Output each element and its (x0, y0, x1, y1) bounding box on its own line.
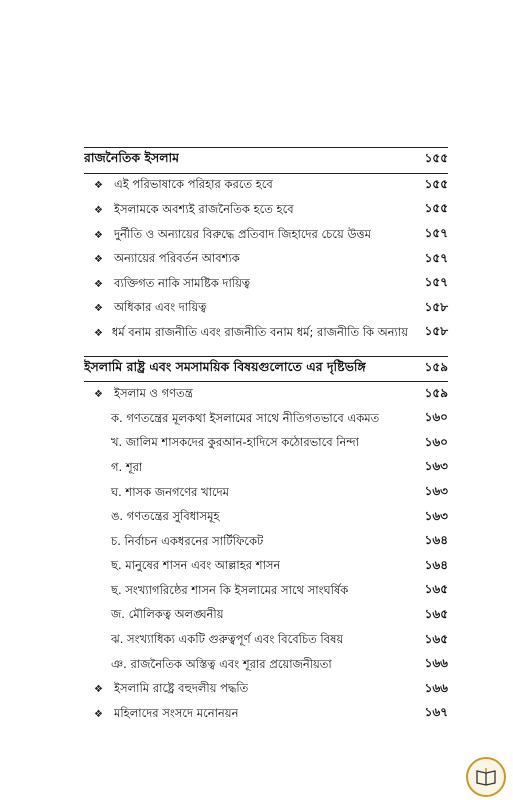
toc-page-number: ১৫৫ (424, 201, 448, 216)
toc-subentry[interactable] (84, 653, 448, 678)
toc-entry[interactable] (84, 677, 448, 702)
toc-entry[interactable] (84, 223, 448, 248)
toc-page-number: ১৬৩ (424, 508, 448, 523)
toc-entry-label: ধর্ম বনাম রাজনীতি এবং রাজনীতি বনাম ধর্ম; রাজনীতি কি অন্যায় (111, 324, 408, 339)
toc-entry-label: দুর্নীতি ও অন্যায়ের বিরুদ্ধে প্রতিবাদ জিহাদের চেয়ে উত্তম (114, 226, 372, 241)
toc-section-title: ইসলামি রাষ্ট্র এবং সমসাময়িক বিষয়গুলোতে এর দৃষ্টিভঙ্গি (84, 359, 366, 375)
toc-page-number: ১৬৭ (424, 705, 448, 720)
toc-entry-label: ইসলাম ও গণতন্ত্র (114, 386, 193, 401)
toc-entry[interactable] (84, 321, 448, 346)
toc-page-number: ১৬৫ (424, 631, 448, 646)
toc-entry[interactable] (84, 382, 448, 407)
toc-page-number: ১৫৯ (424, 385, 448, 400)
diamond-bullet-icon: ❖ (94, 389, 103, 401)
toc-page-number: ১৫৭ (424, 250, 448, 265)
toc-page-number: ১৬০ (424, 434, 448, 449)
toc-subentry[interactable] (84, 505, 448, 530)
toc-page-number: ১৬৬ (424, 680, 448, 695)
toc-entry-label: মহিলাদের সংসদে মনোনয়ন (114, 705, 239, 720)
diamond-bullet-icon: ❖ (94, 254, 103, 266)
toc-subentry-label: খ. জালিম শাসকদের কুরআন-হাদিসে কঠোরভাবে নিন্দা (111, 435, 359, 450)
toc-page-number: ১৬৬ (424, 656, 448, 671)
toc-page-number: ১৬৪ (424, 533, 448, 548)
toc-page-number: ১৫৮ (424, 299, 448, 314)
toc-entry-label: অন্যায়ের পরিবর্তন আবশ্যক (114, 251, 240, 266)
publisher-logo-icon (466, 757, 506, 797)
toc-entry[interactable] (84, 702, 448, 727)
toc-section-heading[interactable] (84, 356, 448, 383)
diamond-bullet-icon: ❖ (94, 708, 103, 720)
toc-entry[interactable] (84, 247, 448, 272)
toc-entry-label: ব্যক্তিগত নাকি সামষ্টিক দায়িত্ব (114, 275, 251, 290)
toc-subentry-label: গ. শূরা (111, 459, 143, 474)
toc-entry[interactable] (84, 174, 448, 199)
toc-entry-label: এই পরিভাষাকে পরিহার করতে হবে (114, 177, 273, 192)
toc-page-number: ১৬৫ (424, 606, 448, 621)
diamond-bullet-icon: ❖ (94, 278, 103, 290)
toc-page-number: ১৬৩ (424, 459, 448, 474)
toc-entry-label: ইসলামি রাষ্ট্রে বহুদলীয় পদ্ধতি (114, 681, 249, 696)
toc-section-title: রাজনৈতিক ইসলাম (84, 150, 180, 166)
diamond-bullet-icon: ❖ (94, 204, 103, 216)
toc-section-heading[interactable] (84, 147, 448, 174)
toc-subentry-label: ঙ. গণতন্ত্রের সুবিধাসমূহ (111, 509, 220, 524)
diamond-bullet-icon: ❖ (94, 684, 103, 696)
diamond-bullet-icon: ❖ (94, 303, 103, 315)
toc-subentry[interactable] (84, 579, 448, 604)
toc-subentry-label: ক. গণতন্ত্রের মূলকথা ইসলামের সাথে নীতিগতভাবে একমত (111, 410, 380, 425)
toc-page-number: ১৬০ (424, 410, 448, 425)
diamond-bullet-icon: ❖ (94, 229, 103, 241)
toc-entry[interactable] (84, 297, 448, 322)
toc-entry-label: অধিকার এবং দায়িত্ব (114, 300, 207, 315)
toc-page-number: ১৫৯ (424, 360, 448, 375)
toc-page-number: ১৫৭ (424, 275, 448, 290)
toc-page-number: ১৬৩ (424, 484, 448, 499)
toc-subentry-label: জ. মৌলিকত্ব অলঙ্ঘনীয় (111, 607, 224, 622)
toc-subentry[interactable] (84, 456, 448, 481)
toc-entry[interactable] (84, 272, 448, 297)
toc-subentry-label: ছ. সংখ্যাগরিষ্ঠের শাসন কি ইসলামের সাথে সাংঘর্ষিক (111, 582, 349, 597)
toc-subentry[interactable] (84, 628, 448, 653)
toc-entry-label: ইসলামকে অবশ্যই রাজনৈতিক হতে হবে (114, 201, 294, 216)
toc-page-number: ১৫৭ (424, 226, 448, 241)
toc-subentry[interactable] (84, 555, 448, 580)
toc-page-number: ১৫৫ (424, 176, 448, 191)
toc-subentry[interactable] (84, 432, 448, 457)
toc-subentry[interactable] (84, 407, 448, 432)
diamond-bullet-icon: ❖ (94, 180, 103, 192)
table-of-contents (84, 147, 448, 727)
toc-page-number: ১৫৮ (424, 324, 448, 339)
book-icon (474, 765, 498, 789)
toc-page-number: ১৫৫ (424, 151, 448, 166)
toc-subentry-label: ঞ. রাজনৈতিক অস্তিত্ব এবং শূরার প্রয়োজনীয়তা (111, 656, 332, 671)
toc-subentry-label: ছ. মানুষের শাসন এবং আল্লাহর শাসন (111, 558, 281, 573)
toc-subentry-label: ঝ. সংখ্যাধিক্য একটি গুরুত্বপূর্ণ এবং বিবেচিত বিষয় (111, 632, 344, 647)
toc-subentry-label: ঘ. শাসক জনগণের খাদেম (111, 484, 230, 499)
toc-subentry-label: চ. নির্বাচন একধরনের সার্টিফিকেট (111, 533, 264, 548)
toc-page-number: ১৬৪ (424, 557, 448, 572)
toc-subentry[interactable] (84, 530, 448, 555)
toc-subentry[interactable] (84, 481, 448, 506)
diamond-bullet-icon: ❖ (94, 327, 103, 339)
toc-entry[interactable] (84, 198, 448, 223)
toc-page-number: ১৬৫ (424, 582, 448, 597)
toc-subentry[interactable] (84, 604, 448, 629)
